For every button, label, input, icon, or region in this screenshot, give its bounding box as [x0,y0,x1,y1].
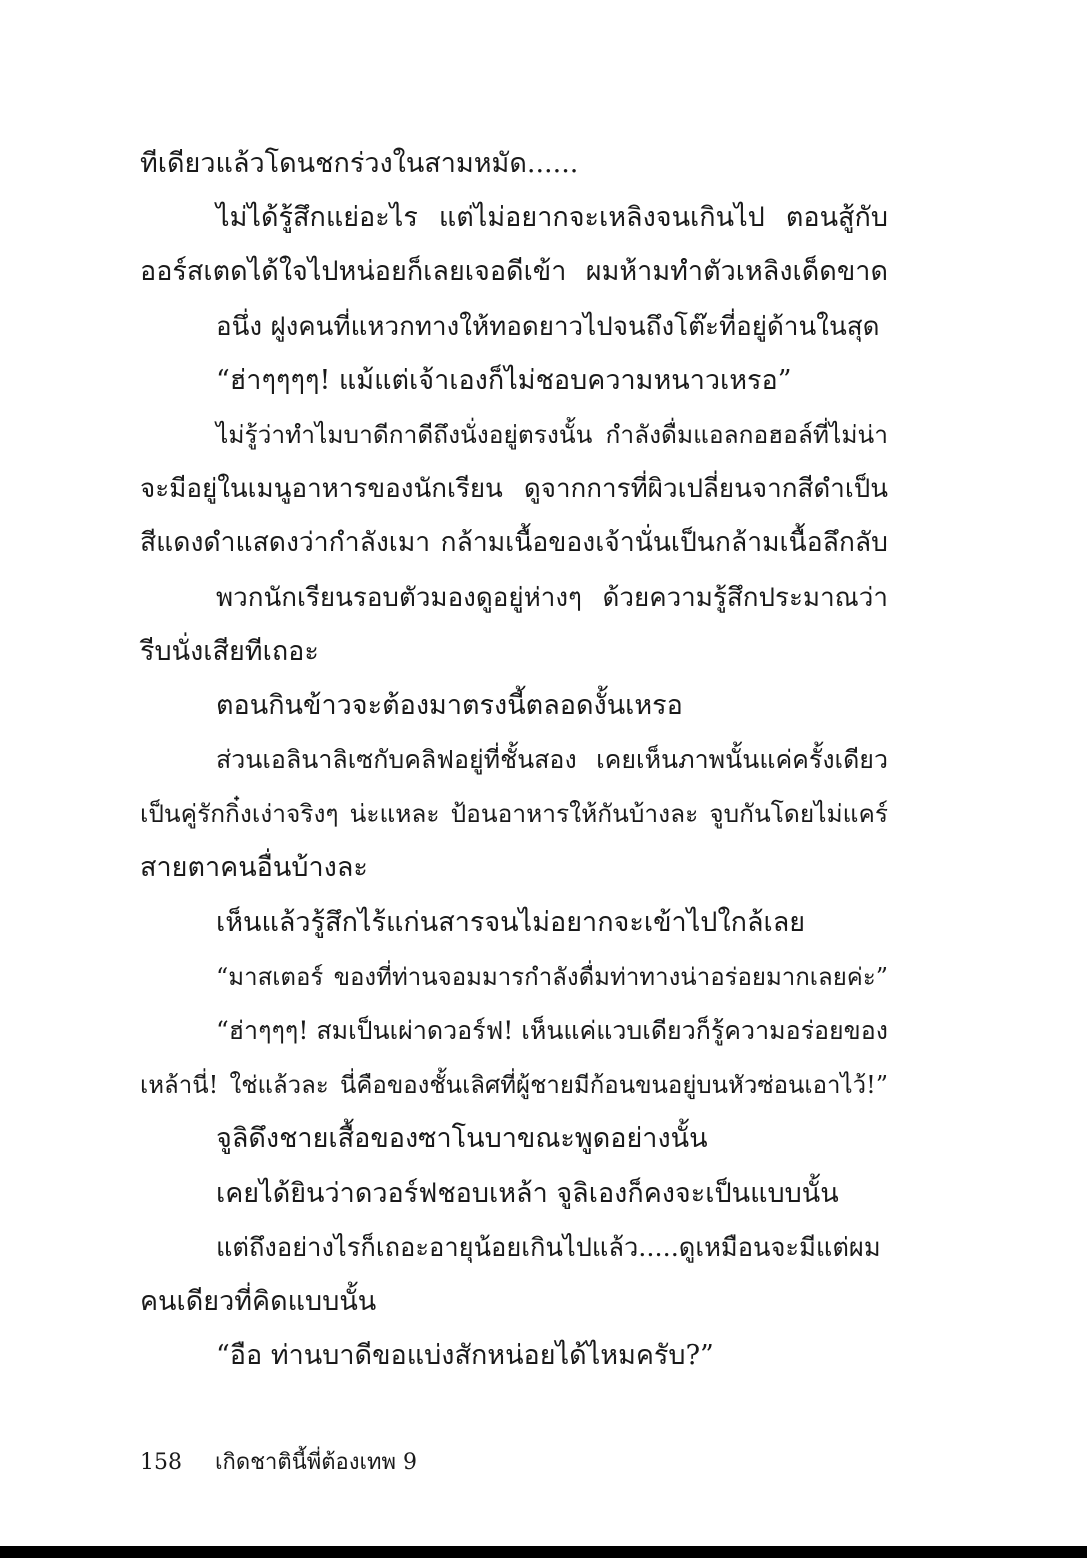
text-line: จูลิดึงชายเสื้อของซาโนบาขณะพูดอย่างนั้น [216,1123,708,1155]
body-text [140,137,888,1383]
text-line: “ฮ่าๆๆๆๆ! แม้แต่เจ้าเองก็ไม่ชอบความหนาวเหรอ” [216,364,792,396]
book-title: เกิดชาตินี้พี่ต้องเทพ 9 [215,1450,417,1475]
text-line: เป็นคู่รักกิ๋งเง่าจริงๆ น่ะแหละ ป้อนอาหารให้กันบ้างละ จูบกันโดยไม่แคร์ [140,799,888,829]
text-line: ทีเดียวแล้วโดนชกร่วงในสามหมัด...... [140,148,579,179]
text-line: พวกนักเรียนรอบตัวมองดูอยู่ห่างๆ ด้วยความรู้สึกประมาณว่า [216,582,888,613]
text-line: ตอนกินข้าวจะต้องมาตรงนี้ตลอดงั้นเหรอ [216,689,683,721]
text-line: เห็นแล้วรู้สึกไร้แก่นสารจนไม่อยากจะเข้าไปใกล้เลย [216,906,806,938]
text-line: ออร์สเตดได้ใจไปหน่อยก็เลยเจอดีเข้า ผมห้ามทำตัวเหลิงเด็ดขาด [140,256,888,288]
text-line: “ฮ่าๆๆๆ! สมเป็นเผ่าดวอร์ฟ! เห็นแค่แวบเดียวก็รู้ความอร่อยของ [216,1016,888,1045]
text-line: รีบนั่งเสียทีเถอะ [140,635,319,667]
text-line: อนึ่ง ฝูงคนที่แหวกทางให้ทอดยาวไปจนถึงโต๊ะที่อยู่ด้านในสุด [216,311,880,342]
text-line: จะมีอยู่ในเมนูอาหารของนักเรียน ดูจากการที่ผิวเปลี่ยนจากสีดำเป็น [140,474,888,505]
text-line: “อือ ท่านบาดีขอแบ่งสักหน่อยได้ไหมครับ?” [216,1340,714,1372]
text-line: เหล้านี่! ใช่แล้วละ นี่คือของชั้นเลิศที่ผู้ชายมีก้อนขนอยู่บนหัวซ่อนเอาไว้!” [140,1071,888,1100]
text-line: คนเดียวที่คิดแบบนั้น [140,1285,377,1317]
text-line: เคยได้ยินว่าดวอร์ฟชอบเหล้า จูลิเองก็คงจะเป็นแบบนั้น [216,1177,839,1209]
text-line: ส่วนเอลินาลิเซกับคลิฟอยู่ที่ชั้นสอง เคยเห็นภาพนั้นแค่ครั้งเดียว [216,745,888,775]
bottom-edge-bar [0,1546,1087,1558]
text-line: สีแดงดำแสดงว่ากำลังเมา กล้ามเนื้อของเจ้านั่นเป็นกล้ามเนื้อลึกลับ [140,527,888,559]
text-line: “มาสเตอร์ ของที่ท่านจอมมารกำลังดื่มท่าทางน่าอร่อยมากเลยค่ะ” [216,962,888,991]
page-number: 158 [140,1450,182,1475]
page-footer [140,1443,417,1483]
text-line: สายตาคนอื่นบ้างละ [140,852,368,884]
text-line: แต่ถึงอย่างไรก็เถอะอายุน้อยเกินไปแล้ว.....ดูเหมือนจะมีแต่ผม [216,1232,881,1263]
text-line: ไม่รู้ว่าทำไมบาดีกาดีถึงนั่งอยู่ตรงนั้น กำลังดื่มแอลกอฮอล์ที่ไม่น่า [216,419,888,449]
text-line: ไม่ได้รู้สึกแย่อะไร แต่ไม่อยากจะเหลิงจนเกินไป ตอนสู้กับ [216,202,888,234]
